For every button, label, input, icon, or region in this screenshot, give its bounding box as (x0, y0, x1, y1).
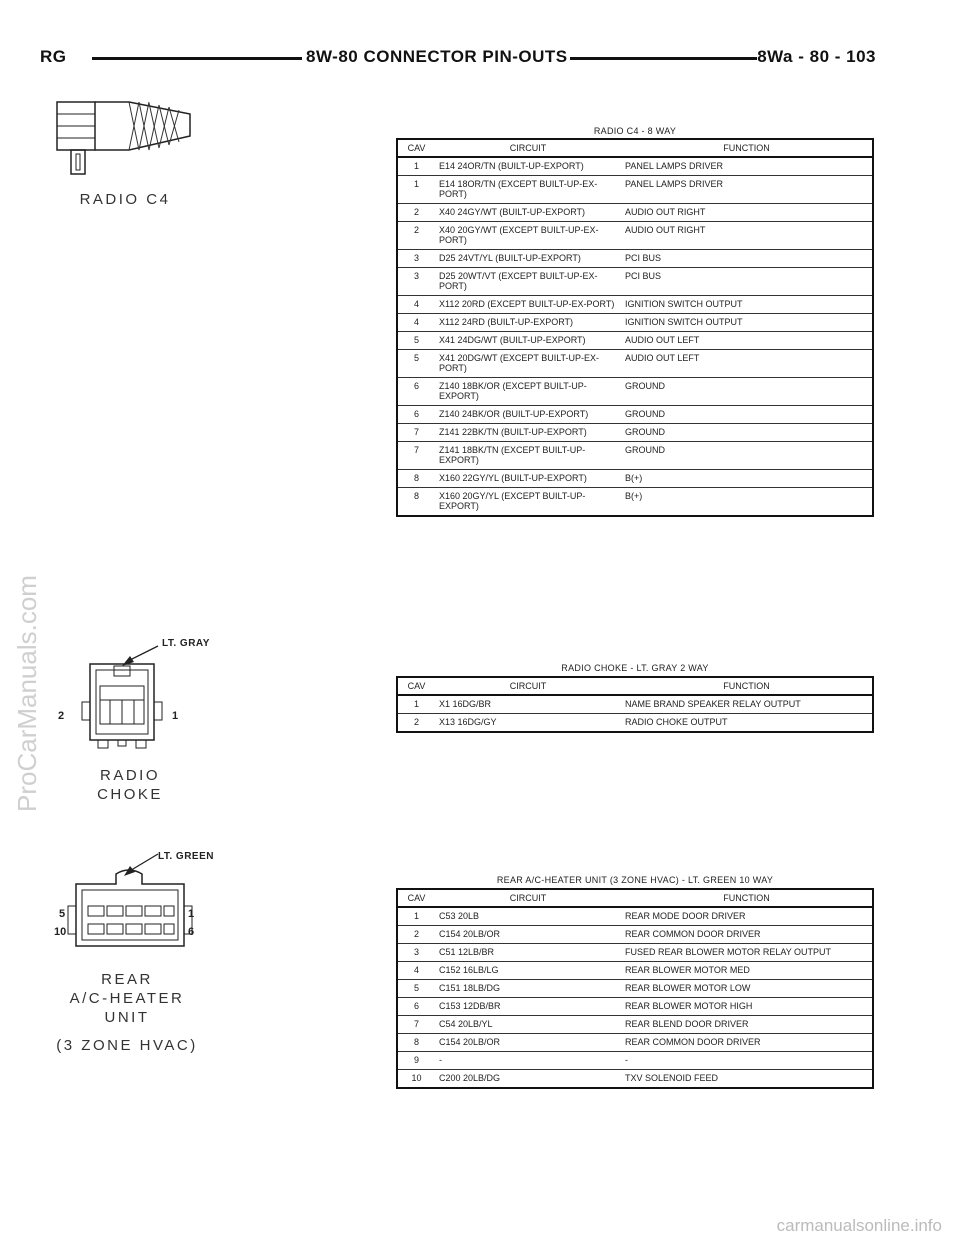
table-row (397, 962, 873, 980)
header-rule-left (92, 57, 302, 60)
cav-cell: 7 (397, 424, 435, 442)
function-cell: AUDIO OUT RIGHT (621, 222, 873, 250)
cav-cell: 6 (397, 378, 435, 406)
table-row (397, 424, 873, 442)
cav-cell: 3 (397, 250, 435, 268)
page-header (40, 46, 876, 72)
cav-cell: 4 (397, 962, 435, 980)
cav-cell: 2 (397, 714, 435, 733)
cav-cell: 8 (397, 1034, 435, 1052)
table-row (397, 470, 873, 488)
function-cell: NAME BRAND SPEAKER RELAY OUTPUT (621, 695, 873, 714)
cav-cell: 4 (397, 314, 435, 332)
circuit-cell: C151 18LB/DG (435, 980, 621, 998)
watermark: ProCarManuals.com (12, 575, 42, 812)
function-cell: AUDIO OUT LEFT (621, 350, 873, 378)
function-cell: REAR BLEND DOOR DRIVER (621, 1016, 873, 1034)
label-line: CHOKE (97, 786, 163, 803)
radio-choke-connector-drawing (80, 640, 190, 752)
cav-cell: 6 (397, 406, 435, 424)
cav-cell: 4 (397, 296, 435, 314)
circuit-cell: X1 16DG/BR (435, 695, 621, 714)
circuit-cell: Z141 18BK/TN (EXCEPT BUILT-UP-EXPORT) (435, 442, 621, 470)
cav-cell: 5 (397, 332, 435, 350)
table-row (397, 944, 873, 962)
function-cell: REAR COMMON DOOR DRIVER (621, 926, 873, 944)
cav-cell: 2 (397, 222, 435, 250)
cav-cell: 1 (397, 157, 435, 176)
circuit-cell: C200 20LB/DG (435, 1070, 621, 1089)
header-left: RG (40, 47, 67, 66)
circuit-cell: C51 12LB/BR (435, 944, 621, 962)
table-row (397, 268, 873, 296)
circuit-cell: X160 20GY/YL (EXCEPT BUILT-UP-EXPORT) (435, 488, 621, 517)
function-cell: PANEL LAMPS DRIVER (621, 157, 873, 176)
table-row (397, 1034, 873, 1052)
rear-ac-heater-connector-drawing (66, 850, 196, 960)
column-header-function: FUNCTION (621, 139, 873, 157)
circuit-cell: X40 24GY/WT (BUILT-UP-EXPORT) (435, 204, 621, 222)
function-cell: B(+) (621, 470, 873, 488)
table-row (397, 998, 873, 1016)
circuit-cell: Z140 18BK/OR (EXCEPT BUILT-UP-EXPORT) (435, 378, 621, 406)
circuit-cell: X41 24DG/WT (BUILT-UP-EXPORT) (435, 332, 621, 350)
table-row (397, 926, 873, 944)
cav-cell: 2 (397, 204, 435, 222)
table-row (397, 695, 873, 714)
table-row (397, 1052, 873, 1070)
column-header-circuit: CIRCUIT (435, 889, 621, 907)
circuit-cell: E14 18OR/TN (EXCEPT BUILT-UP-EX-PORT) (435, 176, 621, 204)
function-cell: TXV SOLENOID FEED (621, 1070, 873, 1089)
circuit-cell: X13 16DG/GY (435, 714, 621, 733)
cav-cell: 3 (397, 268, 435, 296)
column-header-cav: CAV (397, 889, 435, 907)
table-row (397, 250, 873, 268)
circuit-cell: D25 20WT/VT (EXCEPT BUILT-UP-EX-PORT) (435, 268, 621, 296)
footer-watermark: carmanualsonline.info (776, 1216, 942, 1235)
header-rule-right (570, 57, 766, 60)
radio-choke-table-title: RADIO CHOKE - LT. GRAY 2 WAY (561, 663, 709, 673)
circuit-cell: C154 20LB/OR (435, 1034, 621, 1052)
radio-choke-pin-table (396, 676, 874, 733)
radio-c4-connector-drawing (54, 94, 204, 184)
circuit-cell: Z140 24BK/OR (BUILT-UP-EXPORT) (435, 406, 621, 424)
table-row (397, 907, 873, 926)
table-row (397, 980, 873, 998)
table-row (397, 222, 873, 250)
function-cell: REAR COMMON DOOR DRIVER (621, 1034, 873, 1052)
function-cell: GROUND (621, 424, 873, 442)
circuit-cell: C53 20LB (435, 907, 621, 926)
cav-cell: 8 (397, 488, 435, 517)
function-cell: - (621, 1052, 873, 1070)
cav-cell: 2 (397, 926, 435, 944)
table-row (397, 204, 873, 222)
circuit-cell: D25 24VT/YL (BUILT-UP-EXPORT) (435, 250, 621, 268)
rear-ac-heater-table-title: REAR A/C-HEATER UNIT (3 ZONE HVAC) - LT. GREEN 10 WAY (496, 875, 774, 885)
cav-cell: 9 (397, 1052, 435, 1070)
table-row (397, 488, 873, 517)
cav-cell: 10 (397, 1070, 435, 1089)
function-cell: GROUND (621, 406, 873, 424)
label-line: A/C-HEATER (69, 990, 185, 1007)
radio-c4-pin-table (396, 138, 874, 517)
table-row (397, 350, 873, 378)
rear-ac-heater-pin-5: 5 (59, 908, 66, 920)
header-title: 8W-80 CONNECTOR PIN-OUTS (306, 47, 568, 66)
function-cell: REAR BLOWER MOTOR LOW (621, 980, 873, 998)
radio-c4-label: RADIO C4 (79, 191, 171, 208)
function-cell: PANEL LAMPS DRIVER (621, 176, 873, 204)
circuit-cell: C152 16LB/LG (435, 962, 621, 980)
function-cell: IGNITION SWITCH OUTPUT (621, 296, 873, 314)
label-line: (3 ZONE HVAC) (56, 1037, 198, 1054)
circuit-cell: X112 24RD (BUILT-UP-EXPORT) (435, 314, 621, 332)
table-row (397, 176, 873, 204)
circuit-cell: X112 20RD (EXCEPT BUILT-UP-EX-PORT) (435, 296, 621, 314)
table-row (397, 378, 873, 406)
radio-choke-label (80, 766, 180, 804)
circuit-cell: C153 12DB/BR (435, 998, 621, 1016)
function-cell: AUDIO OUT LEFT (621, 332, 873, 350)
header-page-number: 8Wa - 80 - 103 (757, 47, 876, 66)
function-cell: AUDIO OUT RIGHT (621, 204, 873, 222)
rear-ac-heater-color-tag: LT. GREEN (158, 851, 214, 862)
rear-ac-heater-label (52, 970, 202, 1055)
function-cell: REAR MODE DOOR DRIVER (621, 907, 873, 926)
function-cell: PCI BUS (621, 268, 873, 296)
function-cell: RADIO CHOKE OUTPUT (621, 714, 873, 733)
column-header-cav: CAV (397, 139, 435, 157)
circuit-cell: C54 20LB/YL (435, 1016, 621, 1034)
column-header-circuit: CIRCUIT (435, 139, 621, 157)
function-cell: PCI BUS (621, 250, 873, 268)
cav-cell: 1 (397, 695, 435, 714)
radio-choke-color-tag: LT. GRAY (162, 638, 210, 649)
table-row (397, 157, 873, 176)
column-header-cav: CAV (397, 677, 435, 695)
function-cell: GROUND (621, 378, 873, 406)
rear-ac-heater-pin-10: 10 (54, 926, 67, 938)
circuit-cell: X41 20DG/WT (EXCEPT BUILT-UP-EX-PORT) (435, 350, 621, 378)
function-cell: REAR BLOWER MOTOR MED (621, 962, 873, 980)
cav-cell: 7 (397, 442, 435, 470)
circuit-cell: - (435, 1052, 621, 1070)
table-row (397, 406, 873, 424)
rear-ac-heater-pin-6: 6 (188, 926, 195, 938)
table-row (397, 714, 873, 733)
column-header-function: FUNCTION (621, 889, 873, 907)
cav-cell: 3 (397, 944, 435, 962)
circuit-cell: C154 20LB/OR (435, 926, 621, 944)
rear-ac-heater-pin-1: 1 (188, 908, 195, 920)
function-cell: GROUND (621, 442, 873, 470)
radio-choke-pin-1: 1 (172, 710, 179, 722)
cav-cell: 5 (397, 350, 435, 378)
function-cell: REAR BLOWER MOTOR HIGH (621, 998, 873, 1016)
cav-cell: 1 (397, 907, 435, 926)
radio-c4-table-title: RADIO C4 - 8 WAY (593, 126, 677, 136)
circuit-cell: X40 20GY/WT (EXCEPT BUILT-UP-EX-PORT) (435, 222, 621, 250)
cav-cell: 1 (397, 176, 435, 204)
label-line: UNIT (104, 1009, 150, 1026)
table-row (397, 314, 873, 332)
cav-cell: 8 (397, 470, 435, 488)
function-cell: IGNITION SWITCH OUTPUT (621, 314, 873, 332)
table-row (397, 296, 873, 314)
column-header-circuit: CIRCUIT (435, 677, 621, 695)
radio-choke-pin-2: 2 (58, 710, 65, 722)
cav-cell: 6 (397, 998, 435, 1016)
circuit-cell: E14 24OR/TN (BUILT-UP-EXPORT) (435, 157, 621, 176)
cav-cell: 7 (397, 1016, 435, 1034)
function-cell: FUSED REAR BLOWER MOTOR RELAY OUTPUT (621, 944, 873, 962)
label-line: REAR (101, 971, 153, 988)
table-row (397, 1070, 873, 1089)
table-row (397, 332, 873, 350)
rear-ac-heater-pin-table (396, 888, 874, 1089)
table-row (397, 1016, 873, 1034)
cav-cell: 5 (397, 980, 435, 998)
column-header-function: FUNCTION (621, 677, 873, 695)
circuit-cell: Z141 22BK/TN (BUILT-UP-EXPORT) (435, 424, 621, 442)
function-cell: B(+) (621, 488, 873, 517)
label-line: RADIO (99, 767, 160, 784)
table-row (397, 442, 873, 470)
circuit-cell: X160 22GY/YL (BUILT-UP-EXPORT) (435, 470, 621, 488)
